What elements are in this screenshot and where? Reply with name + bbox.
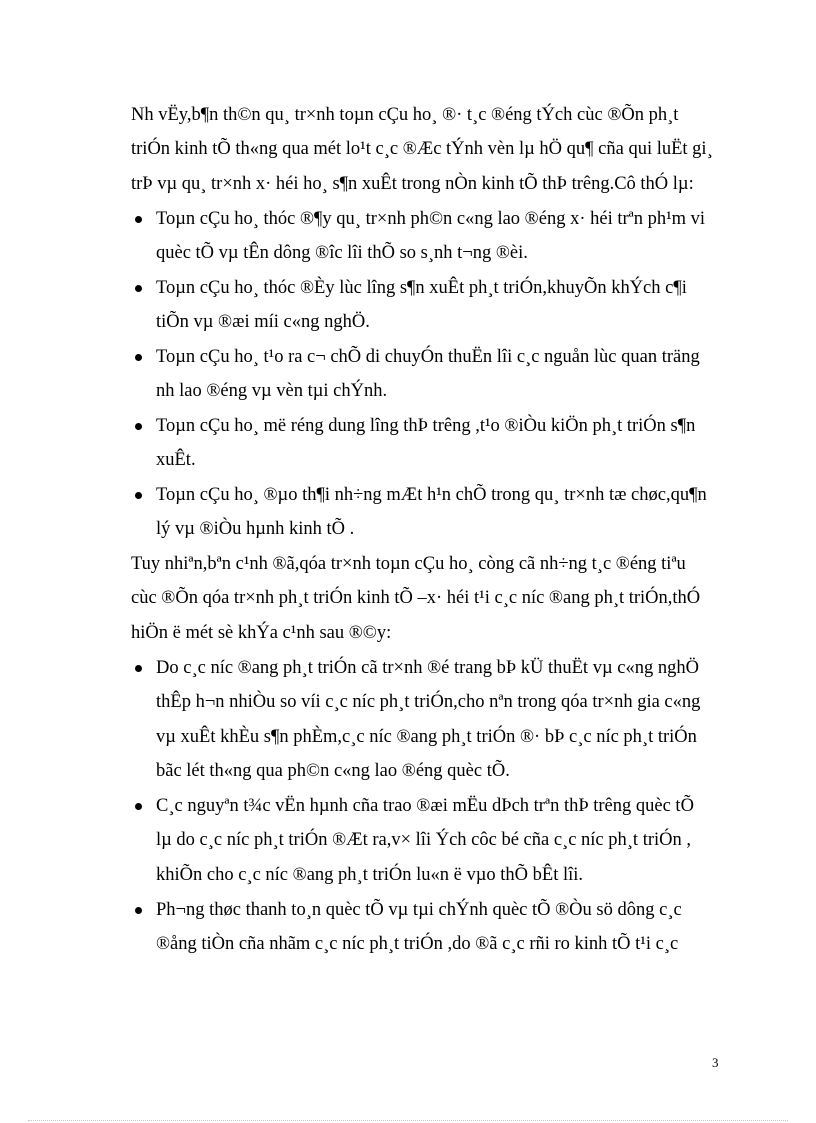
footer-divider (28, 1120, 788, 1121)
text-line: lµ do c¸c níc ph¸t triÓn ®Æt ra,v× lîi Ých côc bé cña c¸c níc ph¸t triÓn , (156, 830, 691, 850)
text-line: hiÖn ë mét sè khÝa c¹nh sau ®©y: (131, 623, 392, 643)
text-line: vµ xuÊt khÈu s¶n phÈm,c¸c níc ®ang ph¸t triÓn ®· bÞ c¸c níc ph¸t triÓn (156, 727, 697, 747)
text-line: tiÕn vµ ®æi míi c«ng nghÖ. (156, 312, 370, 332)
page-number: 3 (712, 1055, 719, 1070)
text-line: thÊp h¬n nhiÒu so víi c¸c níc ph¸t triÓn,cho nªn trong qóa tr×nh gia c«ng (156, 692, 701, 712)
text-line: Tuy nhiªn,bªn c¹nh ®ã,qóa tr×nh toµn cÇu ho¸ còng cã nh÷ng t¸c ®éng tiªu (131, 554, 686, 574)
text-line: khiÕn cho c¸c níc ®ang ph¸t triÓn lu«n ë vµo thÕ bÊt lîi. (156, 865, 584, 885)
bullet-icon (135, 285, 142, 292)
text-line: xuÊt. (156, 450, 196, 470)
text-line: bãc lét th«ng qua ph©n c«ng lao ®éng quèc tÕ. (156, 761, 510, 781)
text-line: nh lao ®éng vµ vèn tµi chÝnh. (156, 381, 388, 401)
bullet-icon (135, 216, 142, 223)
text-line: lý vµ ®iÒu hµnh kinh tÕ . (156, 519, 355, 539)
text-line: Toµn cÇu ho¸ t¹o ra c¬ chÕ di chuyÓn thuËn lîi c¸c nguån lùc quan träng (156, 347, 700, 367)
bullet-icon (135, 665, 142, 672)
text-line: cùc ®Õn qóa tr×nh ph¸t triÓn kinh tÕ –x· héi t¹i c¸c níc ®ang ph¸t triÓn,thÓ (131, 588, 701, 608)
bullet-icon (135, 803, 142, 810)
bullet-icon (135, 354, 142, 361)
text-line: Toµn cÇu ho¸ thóc ®¶y qu¸ tr×nh ph©n c«ng lao ®éng x· héi trªn ph¹m vi (156, 209, 706, 229)
text-line: C¸c nguyªn t¾c vËn hµnh cña trao ®æi mËu dÞch trªn thÞ trêng quèc tÕ (156, 796, 694, 816)
text-line: Toµn cÇu ho¸ ®µo th¶i nh÷ng mÆt h¹n chÕ trong qu¸ tr×nh tæ chøc,qu¶n (156, 485, 707, 505)
text-line: Toµn cÇu ho¸ më réng dung lîng thÞ trêng ,t¹o ®iÒu kiÖn ph¸t triÓn s¶n (156, 416, 696, 436)
text-line: ®ång tiÒn cña nhãm c¸c níc ph¸t triÓn ,do ®ã c¸c rñi ro kinh tÕ t¹i c¸c (156, 934, 679, 954)
text-line: triÓn kinh tÕ th«ng qua mét lo¹t c¸c ®Æc tÝnh vèn lµ hÖ qu¶ cña qui luËt gi¸ (131, 139, 713, 159)
bullet-icon (135, 492, 142, 499)
text-line: Nh vËy,b¶n th©n qu¸ tr×nh toµn cÇu ho¸ ®· t¸c ®éng tÝch cùc ®Õn ph¸t (131, 105, 679, 125)
text-line: Toµn cÇu ho¸ thóc ®Èy lùc lîng s¶n xuÊt ph¸t triÓn,khuyÕn khÝch c¶i (156, 278, 687, 298)
text-line: quèc tÕ vµ tÊn dông ®îc lîi thÕ so s¸nh t¬ng ®èi. (156, 243, 528, 263)
bullet-icon (135, 907, 142, 914)
bullet-icon (135, 423, 142, 430)
text-line: trÞ vµ qu¸ tr×nh x· héi ho¸ s¶n xuÊt trong nÒn kinh tÕ thÞ trêng.Cô thÓ lµ: (131, 174, 694, 194)
text-line: Do c¸c níc ®ang ph¸t triÓn cã tr×nh ®é trang bÞ kÜ thuËt vµ c«ng nghÖ (156, 658, 699, 678)
text-line: Ph¬ng thøc thanh to¸n quèc tÕ vµ tµi chÝnh quèc tÕ ®Òu sö dông c¸c (156, 900, 682, 920)
